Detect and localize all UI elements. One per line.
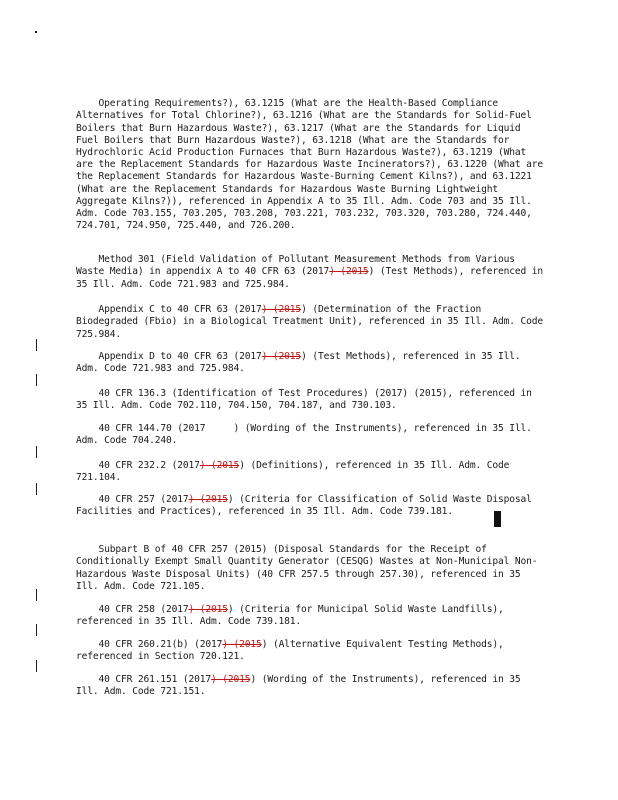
- revision-bar: [36, 339, 37, 351]
- paragraph-appendix-c: Appendix C to 40 CFR 63 (2017) (2015) (Determination of the Fraction Biodegraded (Fbio) in a Biological Treatment Unit), referenced in 35 Ill. Adm. Code 725.984.: [76, 304, 549, 340]
- paragraph-232-2: 40 CFR 232.2 (2017) (2015) (Definitions), referenced in 35 Ill. Adm. Code 721.104.: [76, 460, 515, 484]
- paragraph-257: 40 CFR 257 (2017) (2015) (Criteria for Classification of Solid Waste Disposal Facilities and Practices), referenced in 35 Ill. Adm. Code 739.181.: [76, 494, 538, 518]
- revision-bar: [36, 483, 37, 495]
- deleted-year: ) (2015: [222, 639, 262, 651]
- scan-speck: [35, 31, 37, 33]
- deleted-year: ) (2015: [188, 494, 228, 506]
- revision-bar: [36, 624, 37, 636]
- deleted-year: ) (2015: [211, 674, 251, 686]
- deleted-year: ) (2015: [199, 460, 240, 472]
- paragraph-appendix-d: Appendix D to 40 CFR 63 (2017) (2015) (Test Methods), referenced in 35 Ill. Adm. Code 721.983 and 725.984.: [76, 351, 527, 375]
- paragraph-144-70: 40 CFR 144.70 (2017 ) (Wording of the Instruments), referenced in 35 Ill. Adm. Code 704.240.: [76, 423, 538, 447]
- paragraph-261-151: 40 CFR 261.151 (2017) (2015) (Wording of the Instruments), referenced in 35 Ill. Adm. Code 721.151.: [76, 674, 527, 698]
- deleted-year: ) (2015: [261, 304, 302, 316]
- revision-bar: [36, 374, 37, 386]
- paragraph-63-subpart-eee: Operating Requirements?), 63.1215 (What are the Health-Based Compliance Alternatives for Total Chlorine?), 63.1216 (What are the Standards for Solid-Fuel Boilers that Burn Hazardous Waste?), 63.1217 (What are the Standards for Liquid Fuel Boilers that Burn Hazardous Waste?), 63.1218 (What are the Standards for Hydrochloric Acid Production Furnaces that Burn Hazardous Waste?), 63.1219 (What are the Replacement Standards for Hazardous Waste Incinerators?), 63.1220 (What are the Replacement Standards for Hazardous Waste-Burning Cement Kilns?), and 63.1221 (What are the Replacement Standards for Hazardous Waste Burning Lightweight Aggregate Kilns?)), referenced in Appendix A to 35 Ill. Adm. Code 703 and 35 Ill. Adm. Code 703.155, 703.205, 703.208, 703.221, 703.232, 703.320, 703.280, 724.440, 724.701, 724.950, 725.440, and 726.200.: [76, 98, 549, 232]
- paragraph-258: 40 CFR 258 (2017) (2015) (Criteria for Municipal Solid Waste Landfills), referenced in 35 Ill. Adm. Code 739.181.: [76, 604, 510, 628]
- paragraph-260-21b: 40 CFR 260.21(b) (2017) (2015) (Alternative Equivalent Testing Methods), referenced in Section 720.121.: [76, 639, 510, 663]
- deleted-year: ) (2015: [261, 351, 302, 363]
- revision-bar: [36, 660, 37, 672]
- paragraph-method-301: Method 301 (Field Validation of Pollutant Measurement Methods from Various Waste Media) in appendix A to 40 CFR 63 (2017) (2015) (Test Methods), referenced in 35 Ill. Adm. Code 721.983 and 725.984.: [76, 254, 549, 290]
- deleted-year: ) (2015: [188, 604, 228, 616]
- paragraph-136-3: 40 CFR 136.3 (Identification of Test Procedures) (2017) (2015), referenced in 35 Ill. Adm. Code 702.110, 704.150, 704.187, and 730.103.: [76, 388, 538, 412]
- revision-bar: [36, 446, 37, 458]
- deleted-year: ) (2015: [329, 266, 369, 278]
- revision-bar: [36, 589, 37, 601]
- paragraph-subpart-b-257: Subpart B of 40 CFR 257 (2015) (Disposal Standards for the Receipt of Conditionally Exempt Small Quantity Generator (CESQG) Wastes at Non-Municipal Non-Hazardous Waste Disposal Units) (40 CFR 257.5 through 257.30), referenced in 35 Ill. Adm. Code 721.105.: [76, 544, 538, 592]
